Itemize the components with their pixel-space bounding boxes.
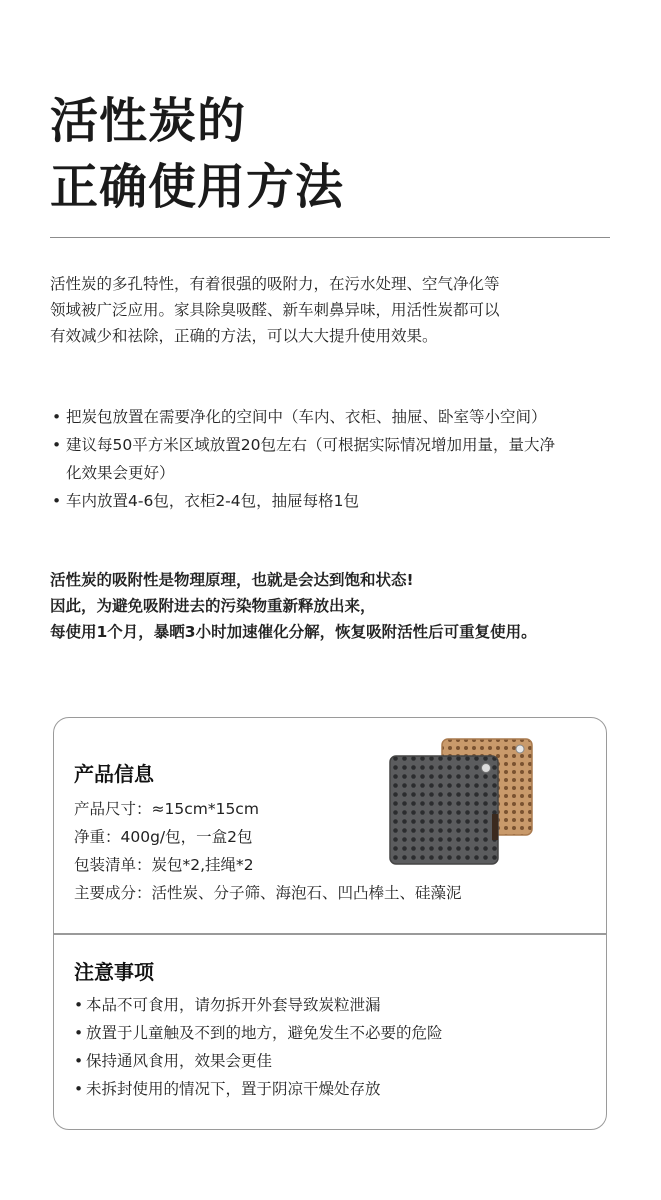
product-card — [53, 717, 607, 1130]
usage-tip — [50, 431, 630, 487]
title-divider — [50, 237, 610, 238]
caution-item: • 本品不可食用，请勿拆开外套导致炭粒泄漏 — [74, 991, 443, 1019]
charcoal-bag-image — [382, 736, 542, 868]
caution-item: • 放置于儿童触及不到的地方，避免发生不必要的危险 — [74, 1019, 443, 1047]
note-line: 活性炭的吸附性是物理原理，也就是会达到饱和状态! — [50, 571, 414, 589]
caution-item: • 未拆封使用的情况下，置于阴凉干燥处存放 — [74, 1075, 443, 1103]
page-title — [50, 88, 344, 220]
card-divider — [54, 933, 606, 935]
note-line: 每使用1个月，暴晒3小时加速催化分解，恢复吸附活性后可重复使用。 — [50, 623, 537, 641]
title-line-1: 活性炭的 — [50, 93, 247, 149]
usage-tips-list — [50, 403, 630, 515]
usage-tip-text: 把炭包放置在需要净化的空间中（车内、衣柜、抽屉、卧室等小空间） — [66, 408, 547, 426]
product-info-item: 主要成分：活性炭、分子筛、海泡石、凹凸棒土、硅藻泥 — [74, 884, 462, 902]
usage-tip-text: 化效果会更好） — [66, 464, 175, 482]
note-line: 因此，为避免吸附进去的污染物重新释放出来， — [50, 597, 376, 615]
title-line-2: 正确使用方法 — [50, 159, 345, 215]
usage-tip-text: 建议每50平方米区域放置20包左右（可根据实际情况增加用量，量大净 — [66, 436, 555, 454]
product-info-title: 产品信息 — [74, 762, 154, 786]
saturation-note — [50, 567, 537, 645]
usage-tip — [50, 403, 630, 431]
intro-line: 领域被广泛应用。家具除臭吸醛、新车刺鼻异味，用活性炭都可以 — [50, 301, 500, 319]
product-info-item: 净重：400g/包，一盒2包 — [74, 828, 253, 846]
usage-tip-text: 车内放置4-6包，衣柜2-4包，抽屉每格1包 — [66, 492, 359, 510]
caution-item: • 保持通风食用，效果会更佳 — [74, 1047, 443, 1075]
intro-line: 活性炭的多孔特性，有着很强的吸附力，在污水处理、空气净化等 — [50, 275, 500, 293]
intro-paragraph — [50, 271, 500, 349]
cautions-list — [74, 991, 443, 1103]
product-info-item: 包装清单：炭包*2,挂绳*2 — [74, 856, 254, 874]
product-info-item: 产品尺寸：≈15cm*15cm — [74, 800, 259, 818]
intro-line: 有效减少和祛除，正确的方法，可以大大提升使用效果。 — [50, 327, 438, 345]
usage-tip — [50, 487, 630, 515]
front-bag — [390, 756, 498, 864]
cautions-title: 注意事项 — [74, 960, 154, 984]
